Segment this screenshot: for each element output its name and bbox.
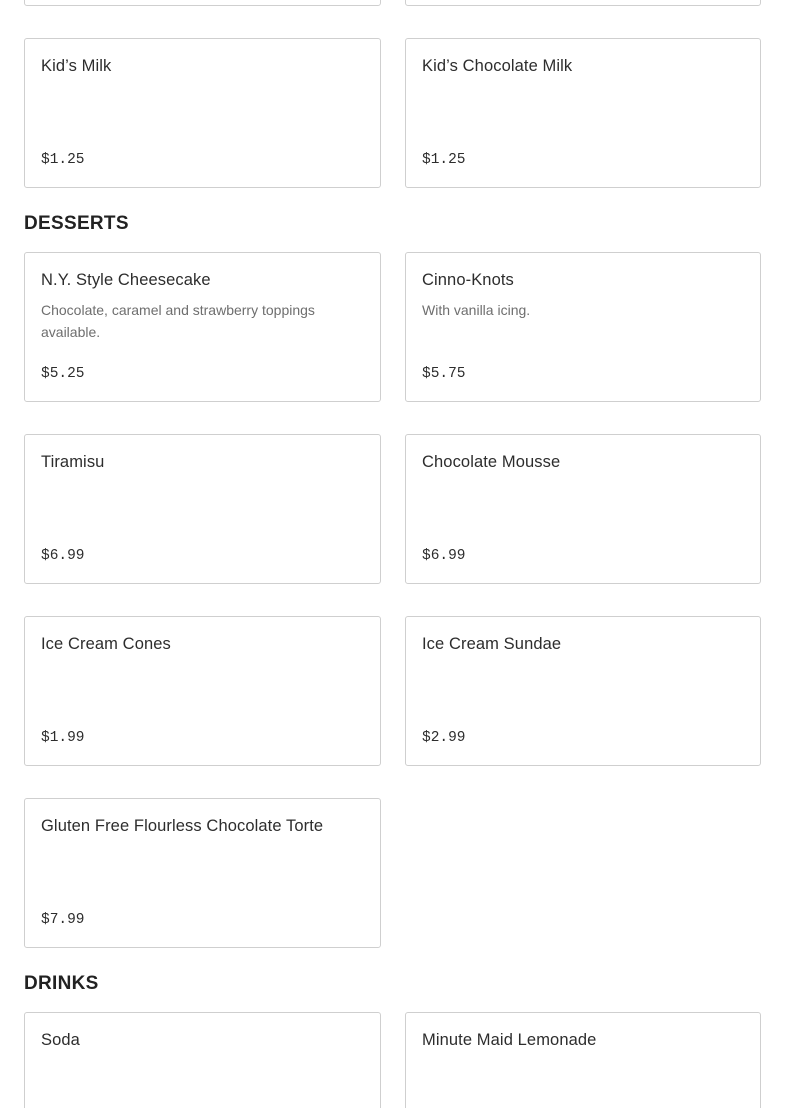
menu-item-name: Kid’s Chocolate Milk <box>422 57 573 75</box>
menu-item-price: $5.25 <box>41 366 85 382</box>
menu-item-name: Ice Cream Cones <box>41 635 171 653</box>
menu-item-price: $1.25 <box>41 152 85 168</box>
menu-item-name: Tiramisu <box>41 453 105 471</box>
menu-item-card-partial[interactable] <box>405 0 761 6</box>
menu-item-name: Ice Cream Sundae <box>422 635 562 653</box>
menu-item-name: Chocolate Mousse <box>422 453 561 471</box>
menu-item-price: $7.99 <box>41 912 85 928</box>
menu-item-description: With vanilla icing. <box>422 302 531 318</box>
menu-item-card[interactable] <box>24 38 381 188</box>
section-title-drinks: DRINKS <box>24 973 99 994</box>
section-title-desserts: DESSERTS <box>24 213 129 234</box>
menu-item-price: $2.99 <box>422 730 466 746</box>
menu-item-price: $6.99 <box>41 548 85 564</box>
menu-item-description: Chocolate, caramel and strawberry toppings available. <box>41 302 315 340</box>
menu-item-name: Soda <box>41 1031 80 1049</box>
menu-item-name: Gluten Free Flourless Chocolate Torte <box>41 817 324 835</box>
menu-item-card[interactable] <box>24 1012 381 1108</box>
menu-item-card[interactable] <box>24 252 381 402</box>
menu-item-card[interactable] <box>405 434 761 584</box>
menu-item-name: N.Y. Style Cheesecake <box>41 271 211 289</box>
menu-item-card-partial[interactable] <box>24 0 381 6</box>
menu-item-card[interactable] <box>24 434 381 584</box>
menu-item-name: Kid’s Milk <box>41 57 112 75</box>
menu-item-price: $1.99 <box>41 730 85 746</box>
menu-item-card[interactable] <box>405 1012 761 1108</box>
menu-item-price: $5.75 <box>422 366 466 382</box>
menu-item-card[interactable] <box>405 38 761 188</box>
menu-item-price: $1.25 <box>422 152 466 168</box>
menu-item-name: Cinno-Knots <box>422 271 514 289</box>
menu-item-card[interactable] <box>405 616 761 766</box>
menu-item-price: $6.99 <box>422 548 466 564</box>
menu-item-card[interactable] <box>24 616 381 766</box>
menu-item-card[interactable] <box>405 252 761 402</box>
menu-item-card[interactable] <box>24 798 381 948</box>
menu-item-name: Minute Maid Lemonade <box>422 1031 597 1049</box>
